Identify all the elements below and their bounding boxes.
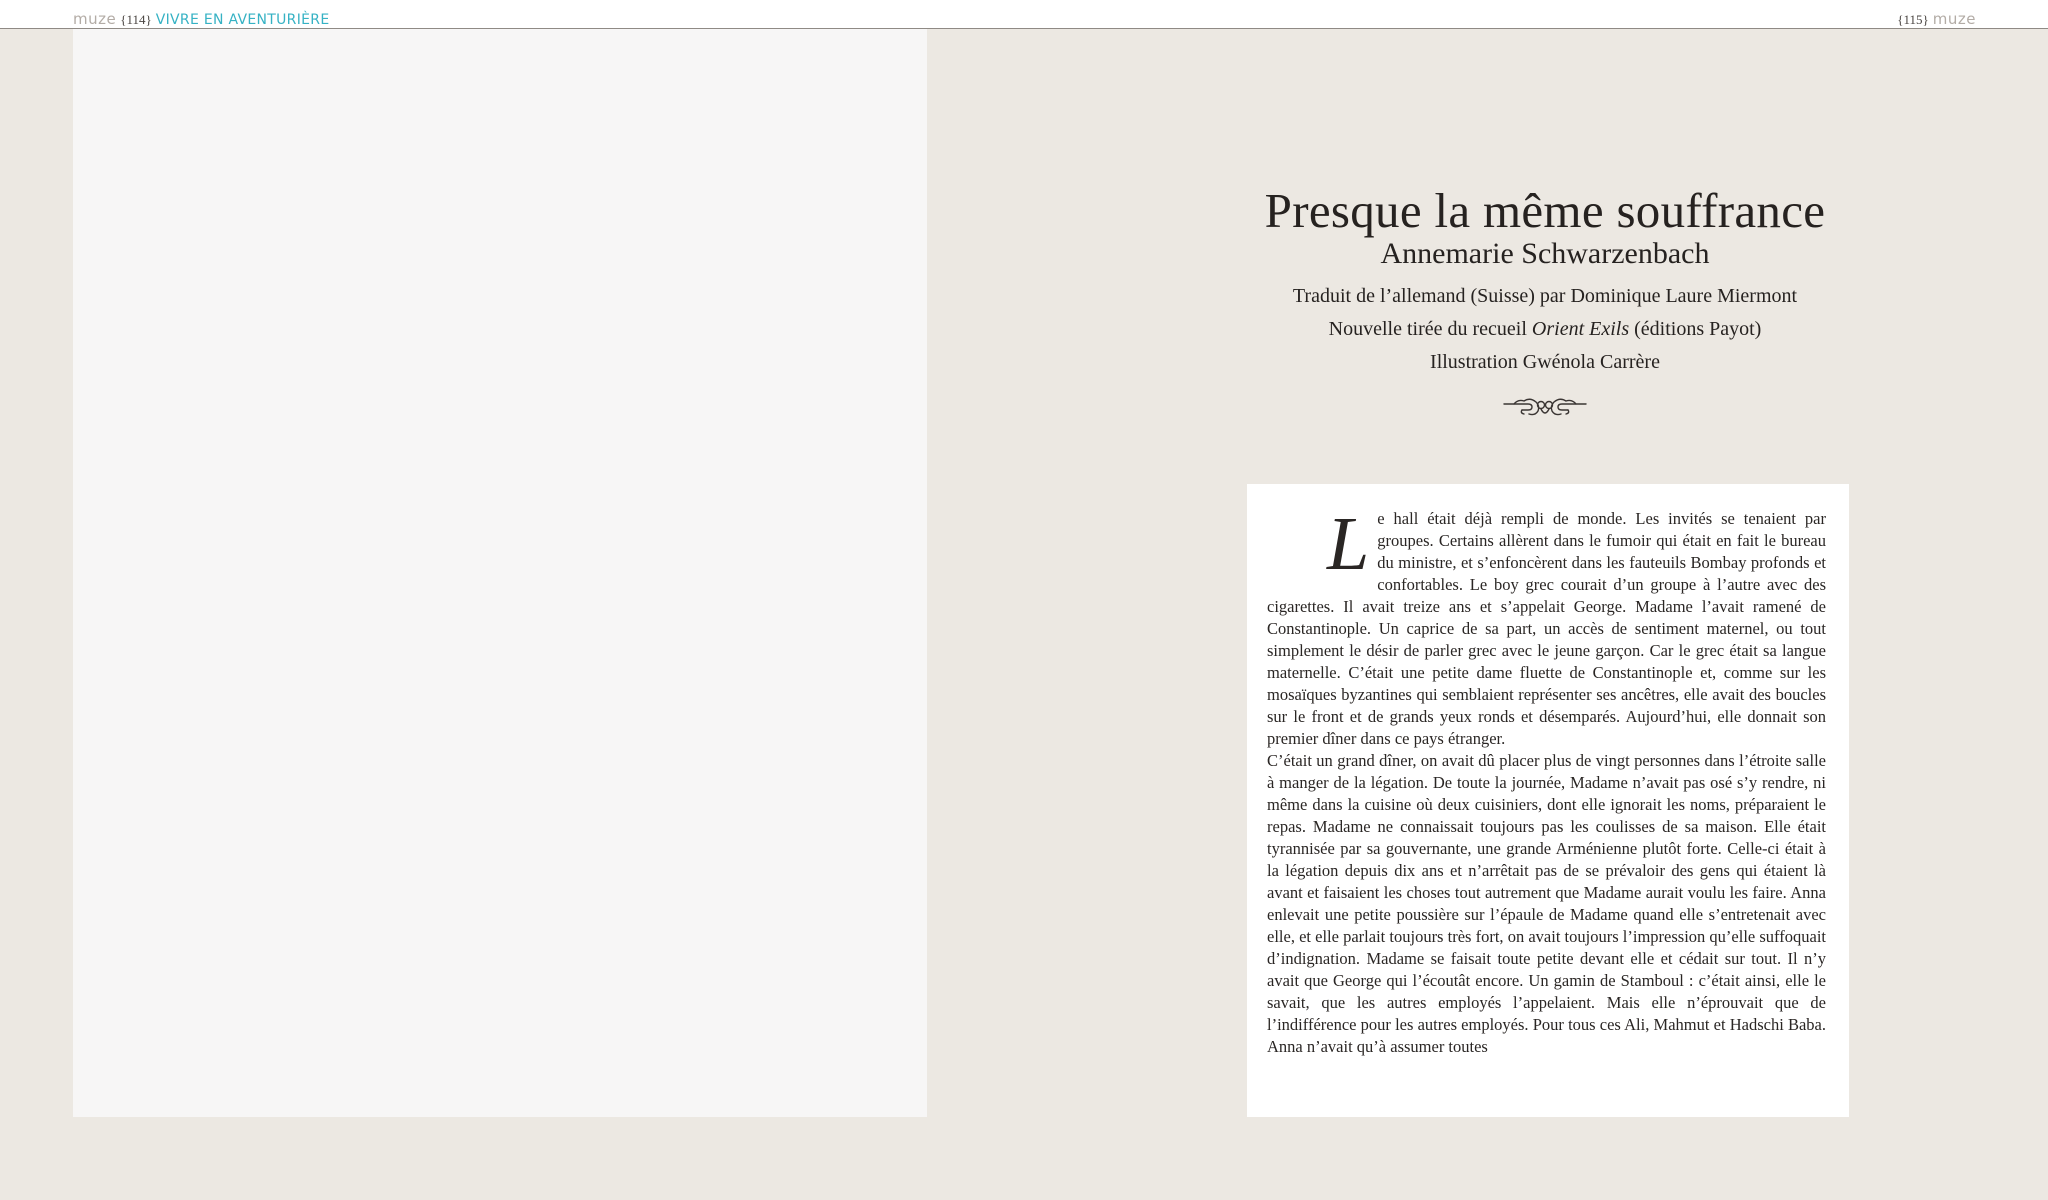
source-credit xyxy=(1230,313,1860,346)
right-magazine-brand: muze xyxy=(1932,10,1976,28)
left-folio xyxy=(73,10,329,28)
section-name: VIVRE EN AVENTURIÈRE xyxy=(155,12,330,28)
story-text-box xyxy=(1247,484,1849,1117)
pointing-hands-ornament-icon xyxy=(1502,393,1588,419)
article-author: Annemarie Schwarzenbach xyxy=(1380,237,1710,270)
left-magazine-brand: muze xyxy=(73,10,117,28)
right-page-number: {115} xyxy=(1897,12,1929,27)
story-body xyxy=(1267,502,1826,1058)
illustration-credit: Illustration Gwénola Carrère xyxy=(1430,351,1660,373)
translation-credit: Traduit de l’allemand (Suisse) par Dominique Laure Miermont xyxy=(1292,285,1798,307)
source-prefix: Nouvelle tirée du recueil xyxy=(1328,318,1532,340)
story-paragraph-2: C’était un grand dîner, on avait dû placer plus de vingt personnes dans l’étroite salle à manger de la légation. De toute la journée, Madame n’avait pas osé s’y rendre, ni même dans la cuisine où deux cuisiniers, dont elle ignorait les noms, préparaient le repas. Madame ne connaissait toujours pas les coulisses de sa maison. Elle était tyrannisée par sa gouvernante, une grande Arménienne plutôt forte. Celle-ci était à la légation depuis dix ans et n’arrêtait pas de se prévaloir des gens qui étaient là avant et faisaient les choses tout autrement que Madame aurait voulu les faire. Anna enlevait une petite poussière sur l’épaule de Madame quand elle s’entretenait avec elle, et elle parlait toujours très fort, on avait toujours l’impression qu’elle suffoquait d’indignation. Madame se faisait toute petite devant elle et cédait sur tout. Il n’y avait que George qui l’écoutât encore. Un gamin de Stamboul : c’était ainsi, elle le savait, que les autres employés l’appelaient. Mais elle n’éprouvait que de l’indifférence pour les autres employés. Pour tous ces Ali, Mahmut et Hadschi Baba. Anna n’avait qu’à assumer toutes xyxy=(1267,751,1826,1056)
illustration-panel xyxy=(73,29,927,1117)
story-paragraph-1: e hall était déjà rempli de monde. Les invités se tenaient par groupes. Certains allèrent dans le fumoir qui était en fait le bureau du ministre, et s’enfoncèrent dans les fauteuils Bombay profonds et confortables. Le boy grec courait d’un groupe à l’autre avec des cigarettes. Il avait treize ans et s’appelait George. Madame l’avait ramené de Constantinople. Un caprice de sa part, un accès de sentiment maternel, ou tout simplement le désir de parler grec avec le jeune garçon. Car le grec était sa langue maternelle. C’était une petite dame fluette de Constantinople et, comme sur les mosaïques byzantines qui semblaient représenter ses ancêtres, elle avait des boucles sur le front et de grands yeux ronds et désemparés. Aujourd’hui, elle donnait son premier dîner dans ce pays étranger. xyxy=(1267,509,1826,748)
drop-cap: L xyxy=(1327,502,1370,586)
article-title: Presque la même souffrance xyxy=(1264,183,1826,238)
source-suffix: (éditions Payot) xyxy=(1629,318,1762,340)
right-folio xyxy=(1893,10,1976,28)
running-header-bar xyxy=(0,0,2048,29)
source-book-title: Orient Exils xyxy=(1531,318,1630,340)
left-page-number: {114} xyxy=(120,12,152,27)
article-title-block xyxy=(1230,184,1860,419)
